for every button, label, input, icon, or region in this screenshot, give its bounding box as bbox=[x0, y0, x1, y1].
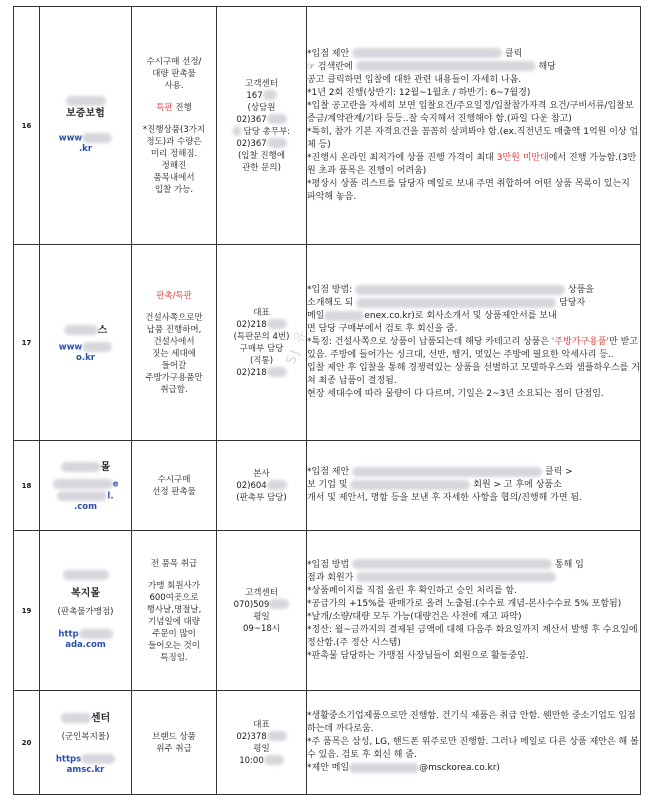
vendor-name: 복지몰 bbox=[71, 587, 100, 599]
vendor-site[interactable]: www o.kr bbox=[40, 342, 131, 365]
redacted-logo bbox=[66, 96, 106, 106]
row-number: 19 bbox=[14, 531, 40, 691]
vendor-table bbox=[13, 6, 641, 795]
contact-cell: 본사 02)604 (판촉부 담당) bbox=[217, 441, 307, 531]
vendor-name: 센터 bbox=[40, 709, 131, 724]
notes-cell: *입점 제안 클릭 ☞ 검색란에 해당 공고 클릭하면 입찰에 대한 관련 내용들이 자세히 나옴. *1년 2회 진행(상반기: 12월~1월초 / 하반기: 6~7월경) *입찰 공고란을 자세히 보면 입찰요건/주요일정/입찰참가자격 요건/구비서류/입찰보증금/계약관계/기타 등등..잘 숙지해서 진행해야 함.(파일 다운 참고) *특히, 참가 기본 자격요건을 꼼꼼히 살펴봐야 함.(ex.직전년도 매출액 1억원 이상 업체 등) *진행시 온라인 최저가에 상품 진행 가격이 최대 3만원 미만대에서 진행 가능함.(3만원 초과 품목은 진행이 어려움) *평상시 상품 리스트를 담당자 메일로 보내 주면 취합하여 어떤 상품 목록이 있는지 파악해 놓음. bbox=[307, 7, 641, 245]
contact-cell: 대표 02)378 평일 10:00 bbox=[217, 691, 307, 795]
notes-cell: *생활중소기업제품으로만 진행함. 건기식 제품은 취급 안함. 웬만한 중소기업도 입점하는데 까다로움. *주 품목은 삼성, LG, 핸드폰 위주로만 진행함. 그러나 메일로 다른 상품 제안은 해 볼 수 있음. 검토 후 회신 해 줌. *제안 메일 @msckorea.co.kr) bbox=[307, 691, 641, 795]
vendor-cell bbox=[40, 441, 132, 531]
special-sale-text: 특판 진행 bbox=[156, 102, 192, 113]
notes-cell: *입점 방법 통해 입 점과 회원가 *상품페이지를 직접 올린 후 확인하고 승인 처리를 함. *공급가의 +15%를 판매가로 올려 노출됨.(수수료 개념-본사수수료 5% 포함됨) *날개/소량/대량 모두 가능(대량건은 사전에 재고 파악) *정산: 월~금까지의 결제된 금액에 대해 다음주 화요일까지 계산서 발행 후 수요일에 정산함.(주 정산 시스템) *판촉물 담당하는 가맹점 사장님들이 회원으로 활동중임. bbox=[307, 531, 641, 691]
table-row bbox=[14, 7, 641, 245]
vendor-cell bbox=[40, 531, 132, 691]
vendor-subtitle: (군인복지몰) bbox=[61, 731, 110, 742]
vendor-cell bbox=[40, 7, 132, 245]
description-cell: 수시구매 선정/ 대량 판촉물 사용. 특판 진행 *진행상품(3가지 정도)과 수량은 미리 정해짐. 정해진 품목내에서 입찰 가능. bbox=[132, 7, 217, 245]
row-number: 17 bbox=[14, 245, 40, 441]
table-row bbox=[14, 691, 641, 795]
description-cell: 전 품목 취급 가맹 회원사가 600여곳으로 행사날,명절날, 기념일에 대량 주문이 많이 들어오는 것이 특징임. bbox=[132, 531, 217, 691]
row-number: 18 bbox=[14, 441, 40, 531]
notes-cell: *입점 방법: 상품을 소개해도 되 담당자 메일 enex.co.kr)로 회사소개서 및 상품제안서를 보내 면 담당 구매부에서 검토 후 회신을 줌. *특징: 건설사쪽으로 상품이 납품되는데 해당 카테고리 상품은 '주방가구용품'만 받고 있음. 주방에 들어가는 싱크대, 선반, 행거, 멋있는 주방에 필요한 악세사리 등.. 입찰 제안 후 입찰을 통해 경쟁력있는 상품을 선별하고 모델하우스와 샘플하우스를 거쳐 최종 납품이 결정됨. 현장 세대수에 따라 물량이 다 다르며, 기일은 2~3년 소요되는 점이 단점임. bbox=[307, 245, 641, 441]
promo-label: 판촉/특판 bbox=[156, 290, 192, 301]
description-cell: 수시구매 선정 판촉물 bbox=[132, 441, 217, 531]
contact-cell: 고객센터 167 (상담원 02)367 담당 총무부: 02)367 (입찰 진행에 관한 문의) bbox=[217, 7, 307, 245]
vendor-cell bbox=[40, 245, 132, 441]
notes-cell: *입점 제안 클릭 > 보 기업 및 회원 > 고 후에 상품소 개서 및 제안서, 명함 등을 보낸 후 자세한 사항을 협의/진행해 가면 됨. bbox=[307, 441, 641, 531]
table-row bbox=[14, 245, 641, 441]
contact-cell: 대표 02)218 (특판문의 4번) 구매부 담당 (직통) 02)218 bbox=[217, 245, 307, 441]
watermark: SJ 유 bbox=[283, 326, 311, 367]
row-number: 20 bbox=[14, 691, 40, 795]
vendor-name: 보증보험 bbox=[66, 107, 105, 119]
vendor-site[interactable]: www .kr bbox=[40, 133, 131, 156]
vendor-name: 스 bbox=[40, 321, 131, 336]
description-cell: 판촉/특판 건설사쪽으로만 납품 진행하며, 건설사에서 짓는 세대에 들어갈 주방가구용품만 취급함. bbox=[132, 245, 217, 441]
contact-cell: 고객센터 070)509 평일 09~18시 bbox=[217, 531, 307, 691]
description-cell: 브랜드 상품 위주 취급 bbox=[132, 691, 217, 795]
vendor-cell bbox=[40, 691, 132, 795]
table-row bbox=[14, 531, 641, 691]
special-sale-label: 특판 bbox=[156, 102, 173, 113]
vendor-subtitle: (판촉물가맹점) bbox=[57, 606, 114, 617]
vendor-name: 몰 bbox=[40, 458, 131, 473]
vendor-site[interactable]: https amsc.kr bbox=[40, 754, 131, 777]
vendor-site[interactable]: http ada.com bbox=[40, 629, 131, 652]
row-number: 16 bbox=[14, 7, 40, 245]
vendor-site[interactable]: e l. .com bbox=[40, 479, 131, 513]
table-row bbox=[14, 441, 641, 531]
